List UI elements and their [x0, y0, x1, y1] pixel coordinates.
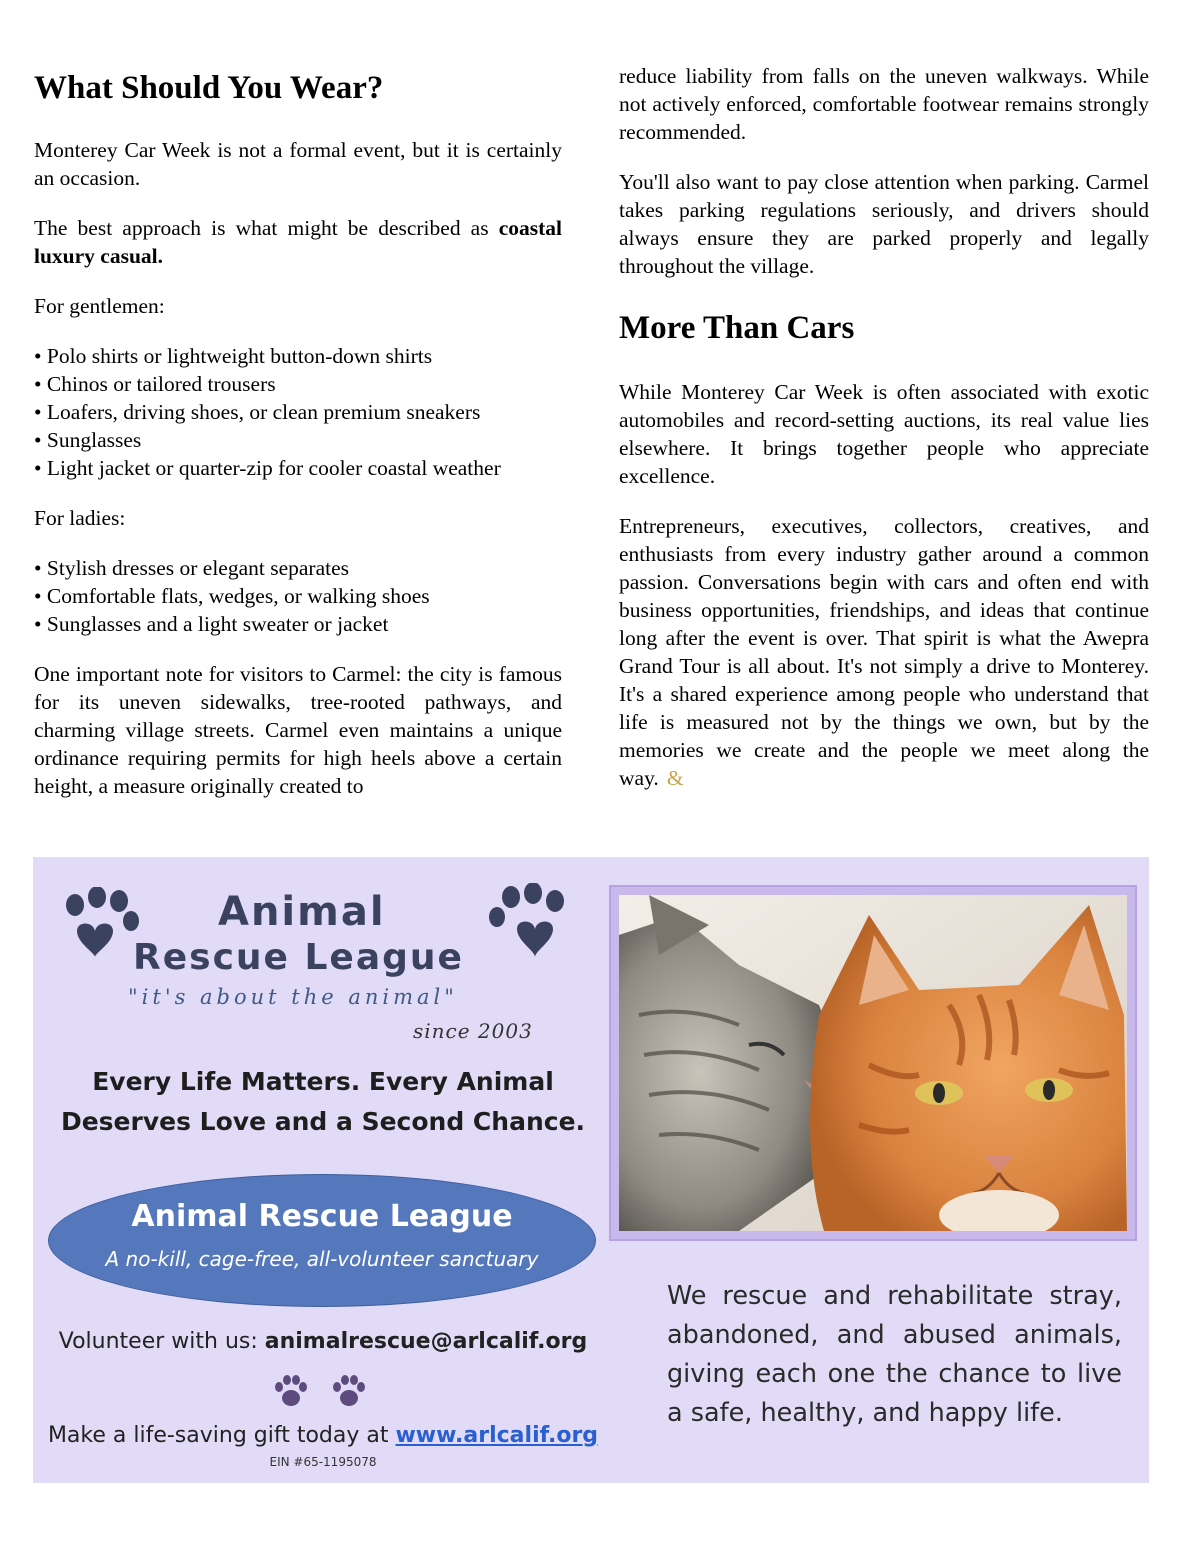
logo-title-line1: Animal — [218, 889, 386, 935]
list-item: • Sunglasses — [34, 428, 142, 452]
list-item: • Polo shirts or lightweight button-down shirts — [34, 344, 433, 368]
gift-line — [33, 1423, 613, 1448]
volunteer-prefix: Volunteer with us: — [58, 1329, 265, 1354]
list-item: • Stylish dresses or elegant separates — [34, 556, 350, 580]
paragraph-text: The best approach is what might be described as — [34, 216, 499, 240]
paragraph — [619, 512, 1149, 792]
list-item: • Loafers, driving shoes, or clean premium sneakers — [34, 400, 481, 424]
list-item: • Sunglasses and a light sweater or jacket — [34, 612, 389, 636]
paragraph — [34, 214, 562, 270]
two-cats-photo — [619, 895, 1127, 1231]
oval-title: Animal Rescue League — [131, 1199, 513, 1234]
paragraph: Monterey Car Week is not a formal event, but it is certainly an occasion. — [34, 138, 562, 190]
gift-prefix: Make a life-saving gift today at — [47, 1423, 396, 1448]
tagline: "it's about the animal" — [128, 985, 458, 1009]
ein-number: EIN #65-1195078 — [269, 1455, 377, 1469]
gentlemen-list — [34, 342, 562, 482]
list-item: • Chinos or tailored trousers — [34, 372, 276, 396]
sanctuary-oval — [48, 1174, 596, 1307]
section-heading-more-than-cars: More Than Cars — [619, 310, 855, 346]
rescue-description: We rescue and rehabilitate stray, abandoned, and abused animals, giving each one the chance to live a safe, healthy, and happy life. — [667, 1281, 1122, 1428]
list-item: • Light jacket or quarter-zip for cooler coastal weather — [34, 456, 501, 480]
bold-phrase: coastal luxury casual. — [34, 216, 562, 268]
oval-subtitle: A no-kill, cage-free, all-volunteer sanctuary — [105, 1247, 539, 1271]
left-column — [34, 60, 562, 822]
ladies-label: For ladies: — [34, 506, 126, 530]
paragraph-text: Entrepreneurs, executives, collectors, creatives, and enthusiasts from every industry gather around a common passion. Conversations begin with cars and often end with business opportunities, friendships, and ideas that continue long after the event is over. That spirit is what the Awepra Grand Tour is all about. It's not simply a drive to Monterey. It's a shared experience among people who understand that life is measured not by the things we own, but by the memories we create and the people we meet along the way. — [619, 514, 1149, 790]
motto-line1: Every Life Matters. Every Animal — [92, 1067, 554, 1096]
paw-print-icon — [329, 1375, 369, 1409]
volunteer-email-link[interactable]: animalrescue@arlcalif.org — [264, 1329, 588, 1354]
animal-rescue-ad — [33, 857, 1149, 1483]
paragraph: You'll also want to pay close attention when parking. Carmel takes parking regulations seriously, and drivers should always ensure they are parked properly and legally throughout the village. — [619, 170, 1149, 278]
paragraph: One important note for visitors to Carmel: the city is famous for its uneven sidewalks, tree-rooted pathways, and charming village streets. Carmel even maintains a unique ordinance requiring permits for high heels above a certain height, a measure originally created to — [34, 662, 562, 798]
paragraph: reduce liability from falls on the uneven walkways. While not actively enforced, comfortable footwear remains strongly recommended. — [619, 64, 1149, 144]
section-heading-wear: What Should You Wear? — [34, 70, 384, 106]
paw-print-icon — [271, 1375, 311, 1409]
since-year: since 2003 — [413, 1019, 533, 1043]
website-link[interactable]: www.arlcalif.org — [395, 1423, 599, 1448]
motto-line2: Deserves Love and a Second Chance. — [60, 1107, 586, 1136]
paw-print-icon — [483, 883, 573, 967]
ladies-list — [34, 554, 562, 638]
logo-title-line2: Rescue League — [133, 937, 464, 978]
list-item: • Comfortable flats, wedges, or walking shoes — [34, 584, 430, 608]
photo-frame — [609, 885, 1137, 1241]
gentlemen-label: For gentlemen: — [34, 294, 165, 318]
end-mark: & — [666, 766, 684, 790]
right-column — [619, 62, 1149, 814]
volunteer-line — [33, 1329, 613, 1354]
paragraph: While Monterey Car Week is often associated with exotic automobiles and record-setting auctions, its real value lies elsewhere. It brings together people who appreciate excellence. — [619, 380, 1149, 488]
